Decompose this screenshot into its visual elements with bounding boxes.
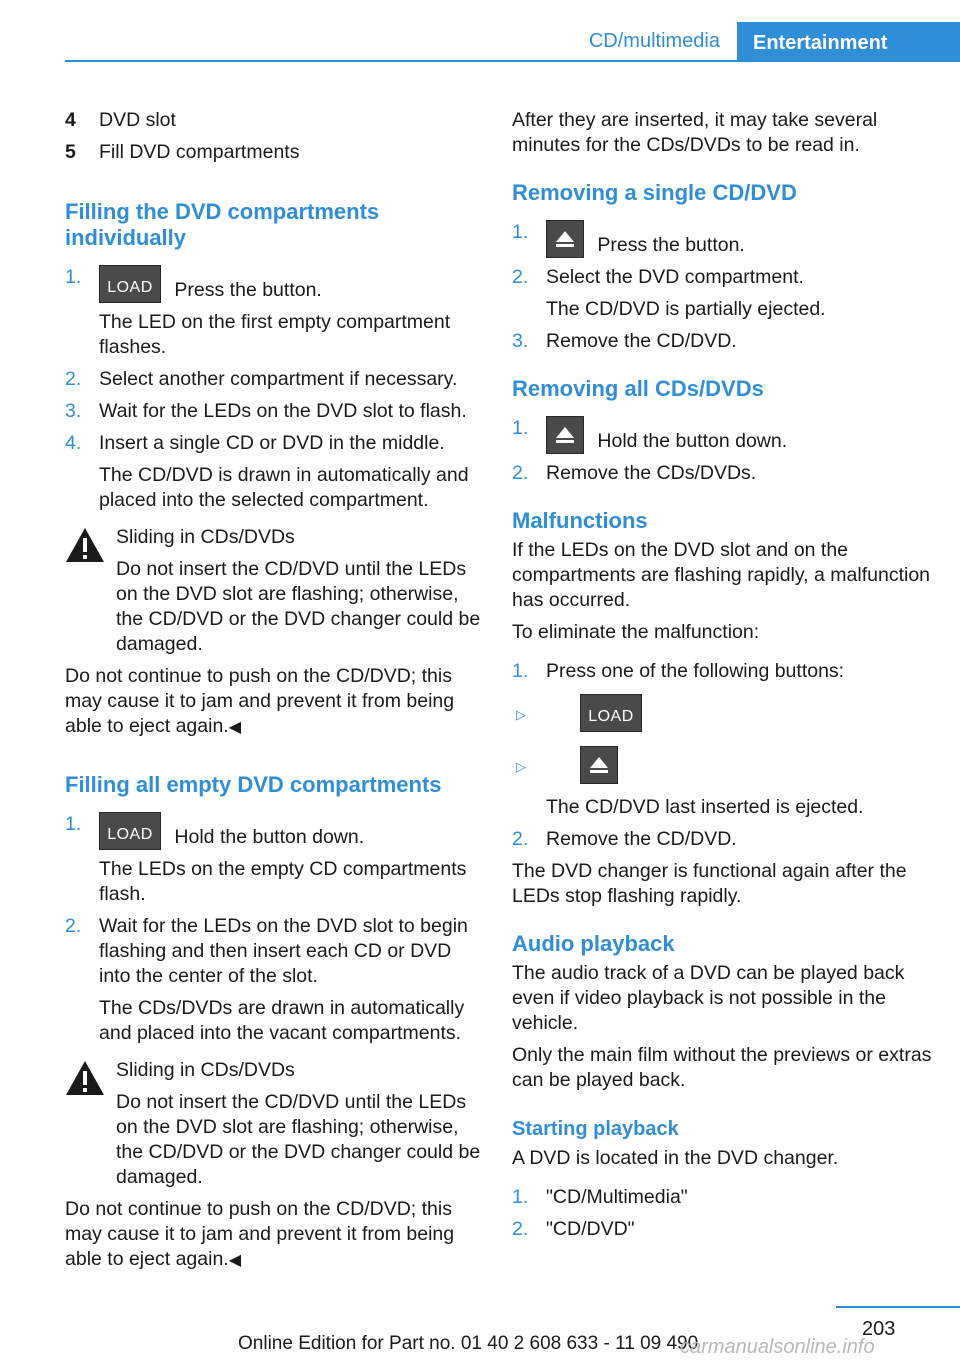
header-section-label: CD/multimedia — [588, 30, 720, 52]
warning-body: Do not insert the CD/DVD until the LEDs on the DVD slot are flashing; otherwise, the CD/DVD or the DVD changer could be damaged. — [116, 558, 481, 655]
end-mark: ◀ — [228, 1252, 242, 1269]
step-item — [512, 220, 932, 258]
step-text: "CD/Multimedia" — [546, 1186, 688, 1208]
step-item — [512, 416, 932, 454]
step-number: 1. — [65, 813, 82, 835]
warning-triangle-icon — [65, 1060, 105, 1096]
warning-title: Sliding in CDs/DVDs — [116, 526, 295, 548]
step-item — [65, 265, 483, 360]
step-item — [512, 659, 932, 820]
step-number: 2. — [512, 266, 529, 288]
footer-edition: Online Edition for Part no. 01 40 2 608 633 - 11 09 490 — [238, 1333, 699, 1354]
section-heading: Removing a single CD/DVD — [512, 180, 797, 205]
section-heading: Malfunctions — [512, 508, 648, 533]
subsection-heading: Starting playback — [512, 1118, 679, 1140]
end-mark: ◀ — [228, 719, 242, 736]
step-number: 4. — [65, 432, 82, 454]
load-button-icon: LOAD — [99, 812, 161, 850]
step-number: 1. — [512, 221, 529, 243]
step-note: The CD/DVD is drawn in automatically and placed into the selected compartment. — [99, 464, 469, 511]
section-heading: Audio playback — [512, 931, 675, 956]
step-number: 1. — [512, 1186, 529, 1208]
paragraph: The DVD changer is functional again after the LEDs stop flashing rapidly. — [512, 860, 907, 907]
bullet-item — [512, 694, 932, 736]
step-note: The CD/DVD last inserted is ejected. — [546, 796, 864, 818]
section-heading: Filling the DVD compartments individually — [65, 199, 380, 250]
step-item — [512, 265, 932, 322]
step-text: Press the button. — [174, 279, 322, 301]
paragraph: The audio track of a DVD can be played back even if video playback is not possible in the vehicle. — [512, 962, 905, 1034]
step-note: The LED on the first empty compartment flashes. — [99, 311, 451, 358]
eject-button-icon — [580, 746, 618, 784]
step-item — [65, 399, 483, 424]
step-number: 3. — [65, 400, 82, 422]
bullet-item — [512, 746, 932, 788]
list-item — [65, 108, 483, 133]
item-number: 5 — [65, 141, 76, 163]
left-column — [65, 108, 483, 1280]
warning-block — [65, 525, 483, 657]
item-text: DVD slot — [99, 109, 176, 131]
header-tab — [737, 22, 960, 62]
page-number-rule — [836, 1306, 960, 1308]
step-text: Remove the CD/DVD. — [546, 330, 737, 352]
step-text: Press one of the following buttons: — [546, 660, 845, 682]
step-number: 2. — [512, 1218, 529, 1240]
eject-button-icon — [546, 220, 584, 258]
step-number: 1. — [512, 660, 529, 682]
paragraph: To eliminate the malfunction: — [512, 621, 760, 643]
step-item — [65, 431, 483, 513]
section-heading: Removing all CDs/DVDs — [512, 376, 764, 401]
step-number: 3. — [512, 330, 529, 352]
step-item — [512, 1185, 932, 1210]
step-item — [512, 827, 932, 852]
load-button-icon: LOAD — [99, 265, 161, 303]
paragraph: Only the main film without the previews or extras can be played back. — [512, 1044, 932, 1091]
step-text: "CD/DVD" — [546, 1218, 635, 1240]
watermark: carmanualsonline.info — [680, 1336, 875, 1358]
step-number: 2. — [65, 368, 82, 390]
warning-body: Do not insert the CD/DVD until the LEDs on the DVD slot are flashing; otherwise, the CD/DVD or the DVD changer could be damaged. — [116, 1091, 481, 1188]
step-text: Wait for the LEDs on the DVD slot to begin flashing and then insert each CD or DVD into the center of the slot. — [99, 915, 468, 987]
step-text: Hold the button down. — [597, 430, 788, 452]
eject-button-icon — [546, 416, 584, 454]
step-text: Remove the CDs/DVDs. — [546, 462, 757, 484]
step-text: Select the DVD compartment. — [546, 266, 804, 288]
step-number: 1. — [512, 417, 529, 439]
header-rule — [65, 60, 960, 62]
step-text: Remove the CD/DVD. — [546, 828, 737, 850]
load-button-icon: LOAD — [580, 694, 642, 732]
step-item — [512, 1217, 932, 1242]
step-text: Hold the button down. — [174, 826, 365, 848]
page-number: 203 — [862, 1318, 896, 1340]
step-note: The CD/DVD is partially ejected. — [546, 298, 826, 320]
step-text: Select another compartment if necessary. — [99, 368, 458, 390]
step-note: The LEDs on the empty CD compartments flash. — [99, 858, 467, 905]
item-number: 4 — [65, 109, 76, 131]
intro-paragraph: After they are inserted, it may take several minutes for the CDs/DVDs to be read in. — [512, 109, 878, 156]
step-text: Press the button. — [597, 234, 745, 256]
list-item — [65, 140, 483, 165]
step-text: Insert a single CD or DVD in the middle. — [99, 432, 445, 454]
header-tab-label: Entertainment — [753, 32, 888, 54]
warning-block — [65, 1058, 483, 1190]
bullet-triangle-icon: ▷ — [516, 707, 526, 722]
bullet-triangle-icon: ▷ — [516, 759, 526, 774]
step-item — [512, 329, 932, 354]
right-column — [512, 108, 932, 1249]
step-number: 2. — [512, 828, 529, 850]
warning-triangle-icon — [65, 527, 105, 563]
step-number: 2. — [512, 462, 529, 484]
item-text: Fill DVD compartments — [99, 141, 300, 163]
step-item — [512, 461, 932, 486]
step-text: Wait for the LEDs on the DVD slot to flash. — [99, 400, 467, 422]
step-number: 1. — [65, 266, 82, 288]
warning-continued: Do not continue to push on the CD/DVD; this may cause it to jam and prevent it from being able to eject again.◀ — [65, 1198, 455, 1270]
step-item — [65, 812, 483, 907]
warning-continued: Do not continue to push on the CD/DVD; this may cause it to jam and prevent it from being able to eject again.◀ — [65, 665, 455, 737]
step-item — [65, 367, 483, 392]
step-number: 2. — [65, 915, 82, 937]
section-heading: Filling all empty DVD compartments — [65, 772, 442, 797]
paragraph: A DVD is located in the DVD changer. — [512, 1147, 839, 1169]
warning-title: Sliding in CDs/DVDs — [116, 1059, 295, 1081]
paragraph: If the LEDs on the DVD slot and on the compartments are flashing rapidly, a malfunction has occurred. — [512, 539, 931, 611]
step-note: The CDs/DVDs are drawn in automatically and placed into the vacant compartments. — [99, 997, 465, 1044]
step-item — [65, 914, 483, 1046]
